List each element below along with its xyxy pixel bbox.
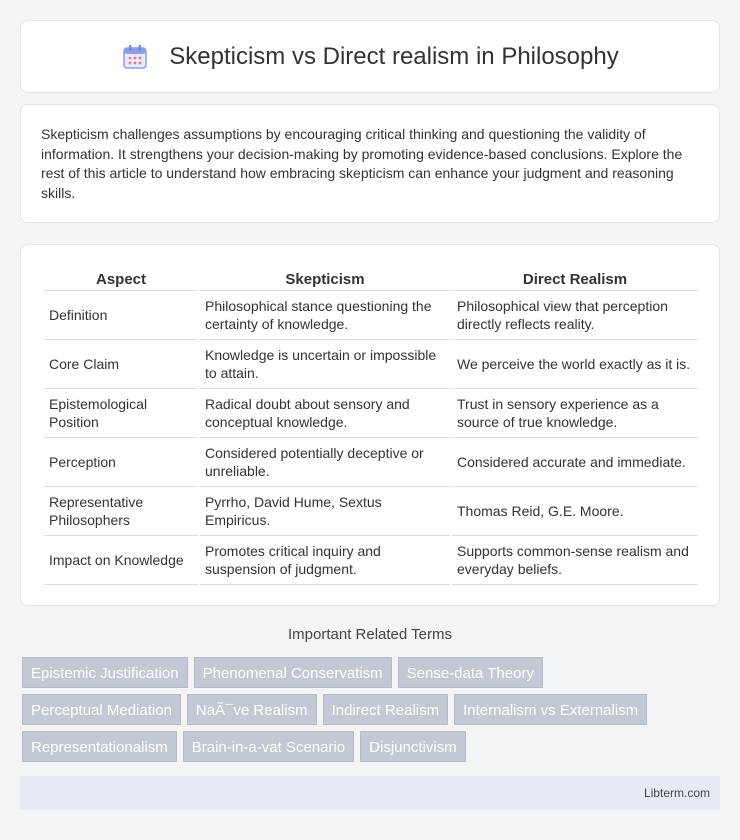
term-tag[interactable]: Disjunctivism — [360, 731, 466, 762]
table-row — [44, 389, 698, 438]
row-aspect: Impact on Knowledge — [44, 536, 198, 585]
term-tag[interactable]: Representationalism — [22, 731, 177, 762]
comparison-table — [42, 265, 700, 585]
comparison-card — [20, 244, 720, 606]
term-tag[interactable]: Indirect Realism — [323, 694, 449, 725]
term-tag[interactable]: Phenomenal Conservatism — [194, 657, 392, 688]
term-tag[interactable]: NaÃ¯ve Realism — [187, 694, 317, 725]
row-skepticism: Radical doubt about sensory and conceptual knowledge. — [200, 389, 450, 438]
footer — [20, 776, 720, 810]
term-tag[interactable]: Internalism vs Externalism — [454, 694, 647, 725]
title-card — [20, 20, 720, 93]
term-row — [22, 657, 722, 688]
row-direct-realism: Philosophical view that perception directly reflects reality. — [452, 291, 698, 340]
term-row — [22, 694, 722, 725]
related-terms — [22, 657, 722, 768]
row-skepticism: Knowledge is uncertain or impossible to attain. — [200, 340, 450, 389]
intro-text: Skepticism challenges assumptions by encouraging critical thinking and questioning the validity of information. It strengthens your decision-making by promoting evidence-based conclusions. Explore the rest of this article to understand how embracing skepticism can enhance your judgment and reasoning skills. — [41, 126, 683, 201]
table-header-row — [44, 265, 698, 291]
row-aspect: Core Claim — [44, 340, 198, 389]
table-row — [44, 291, 698, 340]
row-skepticism: Philosophical stance questioning the certainty of knowledge. — [200, 291, 450, 340]
row-aspect: Epistemological Position — [44, 389, 198, 438]
table-row — [44, 487, 698, 536]
footer-site[interactable]: Libterm.com — [643, 786, 710, 800]
term-tag[interactable]: Sense-data Theory — [398, 657, 543, 688]
header-skepticism: Skepticism — [200, 265, 450, 291]
page-title: Skepticism vs Direct realism in Philosophy — [169, 42, 619, 70]
term-tag[interactable]: Epistemic Justification — [22, 657, 188, 688]
intro-card — [20, 104, 720, 223]
calendar-icon — [121, 43, 149, 71]
row-skepticism: Considered potentially deceptive or unreliable. — [200, 438, 450, 487]
row-skepticism: Promotes critical inquiry and suspension of judgment. — [200, 536, 450, 585]
header-direct-realism: Direct Realism — [452, 265, 698, 291]
term-tag[interactable]: Brain-in-a-vat Scenario — [183, 731, 354, 762]
row-aspect: Perception — [44, 438, 198, 487]
term-tag[interactable]: Perceptual Mediation — [22, 694, 181, 725]
header-aspect: Aspect — [44, 265, 198, 291]
table-row — [44, 340, 698, 389]
term-row — [22, 731, 722, 762]
related-terms-title: Important Related Terms — [288, 626, 452, 643]
row-direct-realism: We perceive the world exactly as it is. — [452, 340, 698, 389]
table-row — [44, 438, 698, 487]
row-direct-realism: Thomas Reid, G.E. Moore. — [452, 487, 698, 536]
row-direct-realism: Supports common-sense realism and everyday beliefs. — [452, 536, 698, 585]
row-skepticism: Pyrrho, David Hume, Sextus Empiricus. — [200, 487, 450, 536]
row-direct-realism: Considered accurate and immediate. — [452, 438, 698, 487]
table-row — [44, 536, 698, 585]
row-aspect: Definition — [44, 291, 198, 340]
row-aspect: Representative Philosophers — [44, 487, 198, 536]
row-direct-realism: Trust in sensory experience as a source of true knowledge. — [452, 389, 698, 438]
